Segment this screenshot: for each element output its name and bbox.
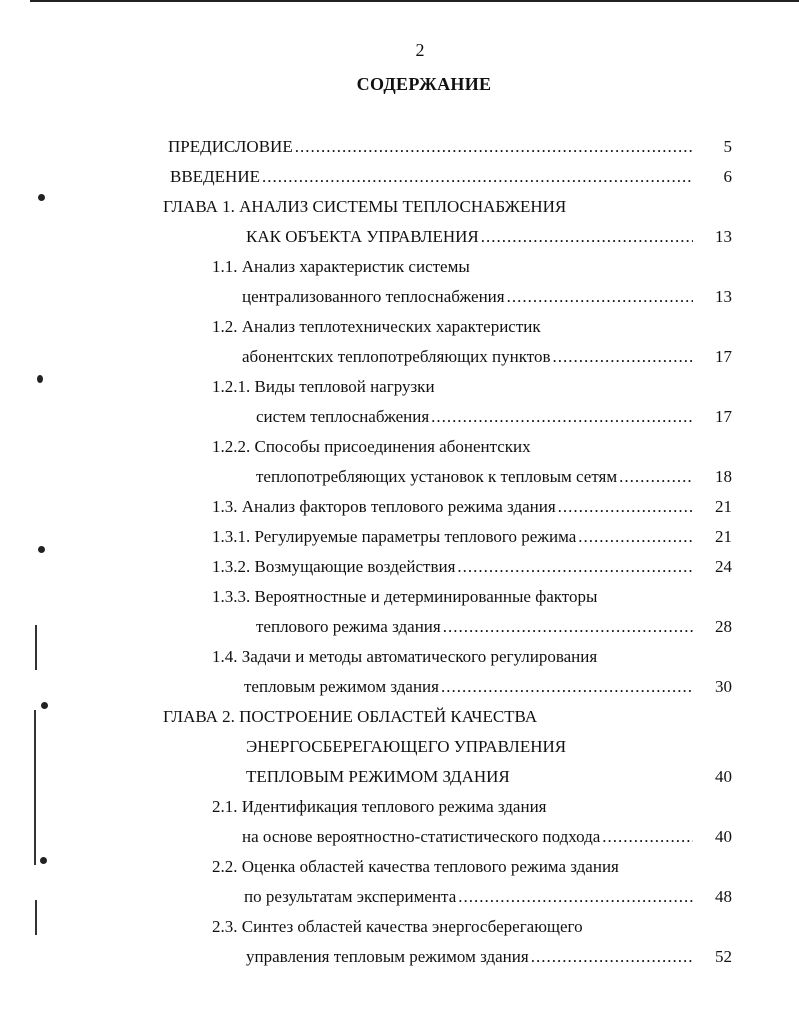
toc-entry-2-2-cont[interactable] [244,886,695,908]
dot-leader [619,466,693,488]
toc-entry-1-3[interactable] [212,496,695,518]
toc-entry-chapter-2-cont[interactable]: ТЕПЛОВЫМ РЕЖИМОМ ЗДАНИЯ [246,767,510,786]
toc-entry-2-3-cont[interactable] [246,946,695,968]
toc-entry-1-2-2[interactable]: 1.2.2. Способы присоединения абонентских [212,437,531,456]
toc-entry-2-1-cont[interactable] [242,826,695,848]
toc-page-number: 24 [715,557,732,576]
dot-leader [295,136,693,158]
top-rule [30,0,799,2]
dot-leader [507,286,693,308]
toc-page-number: 30 [715,677,732,696]
toc-page-number: 28 [715,617,732,636]
toc-entry-label: управления тепловым режимом здания [246,947,529,966]
toc-entry-preface[interactable] [168,136,695,158]
toc-entry-1-2-1-cont[interactable] [256,406,695,428]
toc-entry-label: КАК ОБЪЕКТА УПРАВЛЕНИЯ [246,227,479,246]
toc-page-number: 13 [715,287,732,306]
scan-hole-mark [40,857,47,864]
toc-entry-label: абонентских теплопотребляющих пунктов [242,347,551,366]
toc-entry-1-2-1[interactable]: 1.2.1. Виды тепловой нагрузки [212,377,435,396]
dot-leader [558,496,693,518]
dot-leader [481,226,693,248]
dot-leader [262,166,693,188]
dot-leader [552,346,693,368]
toc-entry-1-1[interactable]: 1.1. Анализ характеристик системы [212,257,470,276]
scan-hole-mark [37,375,43,383]
toc-entry-1-2-2-cont[interactable] [256,466,695,488]
toc-page-number: 40 [715,827,732,846]
toc-entry-label: тепловым режимом здания [244,677,439,696]
toc-page-number: 40 [715,767,732,786]
toc-entry-label: 1.3. Анализ факторов теплового режима здания [212,497,556,516]
toc-entry-label: теплового режима здания [256,617,441,636]
dot-leader [531,946,693,968]
scan-edge-line [34,710,36,865]
toc-page-number: 18 [715,467,732,486]
toc-entry-introduction[interactable] [170,166,695,188]
dot-leader [457,556,693,578]
toc-entry-2-2[interactable]: 2.2. Оценка областей качества теплового режима здания [212,857,619,876]
toc-entry-label: ВВЕДЕНИЕ [170,167,260,186]
scan-hole-mark [38,546,45,553]
toc-page-number: 6 [723,167,732,186]
toc-entry-label: 1.3.1. Регулируемые параметры теплового режима [212,527,577,546]
toc-entry-1-3-2[interactable] [212,556,695,578]
page-title: СОДЕРЖАНИЕ [356,74,492,94]
scan-hole-mark [38,194,45,201]
toc-entry-2-1[interactable]: 2.1. Идентификация теплового режима здания [212,797,547,816]
toc-page-number: 17 [715,407,732,426]
toc-entry-chapter-2[interactable]: ГЛАВА 2. ПОСТРОЕНИЕ ОБЛАСТЕЙ КАЧЕСТВА [163,707,538,726]
toc-entry-label: систем теплоснабжения [256,407,430,426]
toc-page-number: 21 [715,527,732,546]
toc-entry-1-3-3[interactable]: 1.3.3. Вероятностные и детерминированные факторы [212,587,598,606]
dot-leader [602,826,693,848]
toc-entry-1-4-cont[interactable] [244,676,695,698]
toc-entry-chapter-2-cont[interactable]: ЭНЕРГОСБЕРЕГАЮЩЕГО УПРАВЛЕНИЯ [246,737,567,756]
toc-entry-chapter-1-cont[interactable] [246,226,695,248]
toc-entry-label: на основе вероятностно-статистического подхода [242,827,601,846]
toc-page-number: 52 [715,947,732,966]
toc-entry-1-3-3-cont[interactable] [256,616,695,638]
toc-entry-1-3-1[interactable] [212,526,695,548]
toc-page-number: 5 [723,137,732,156]
toc-page-number: 13 [715,227,732,246]
scan-edge-line [35,900,37,935]
toc-entry-1-4[interactable]: 1.4. Задачи и методы автоматического регулирования [212,647,598,666]
toc-entry-label: ПРЕДИСЛОВИЕ [168,137,293,156]
dot-leader [458,886,693,908]
dot-leader [443,616,693,638]
dot-leader [578,526,693,548]
scan-edge-line [35,625,37,670]
toc-entry-label: 1.3.2. Возмущающие воздействия [212,557,456,576]
toc-entry-label: теплопотребляющих установок к тепловым сетям [256,467,618,486]
toc-page-number: 17 [715,347,732,366]
dot-leader [431,406,693,428]
scan-hole-mark [41,702,48,709]
dot-leader [441,676,693,698]
toc-entry-label: централизованного теплоснабжения [242,287,505,306]
toc-entry-1-2-cont[interactable] [242,346,695,368]
toc-entry-1-2[interactable]: 1.2. Анализ теплотехнических характеристик [212,317,541,336]
page-number: 2 [415,40,425,60]
toc-entry-1-1-cont[interactable] [242,286,695,308]
toc-page-number: 21 [715,497,732,516]
toc-entry-chapter-1[interactable]: ГЛАВА 1. АНАЛИЗ СИСТЕМЫ ТЕПЛОСНАБЖЕНИЯ [163,197,567,216]
toc-entry-2-3[interactable]: 2.3. Синтез областей качества энергосберегающего [212,917,583,936]
toc-entry-label: по результатам эксперимента [244,887,457,906]
toc-page-number: 48 [715,887,732,906]
